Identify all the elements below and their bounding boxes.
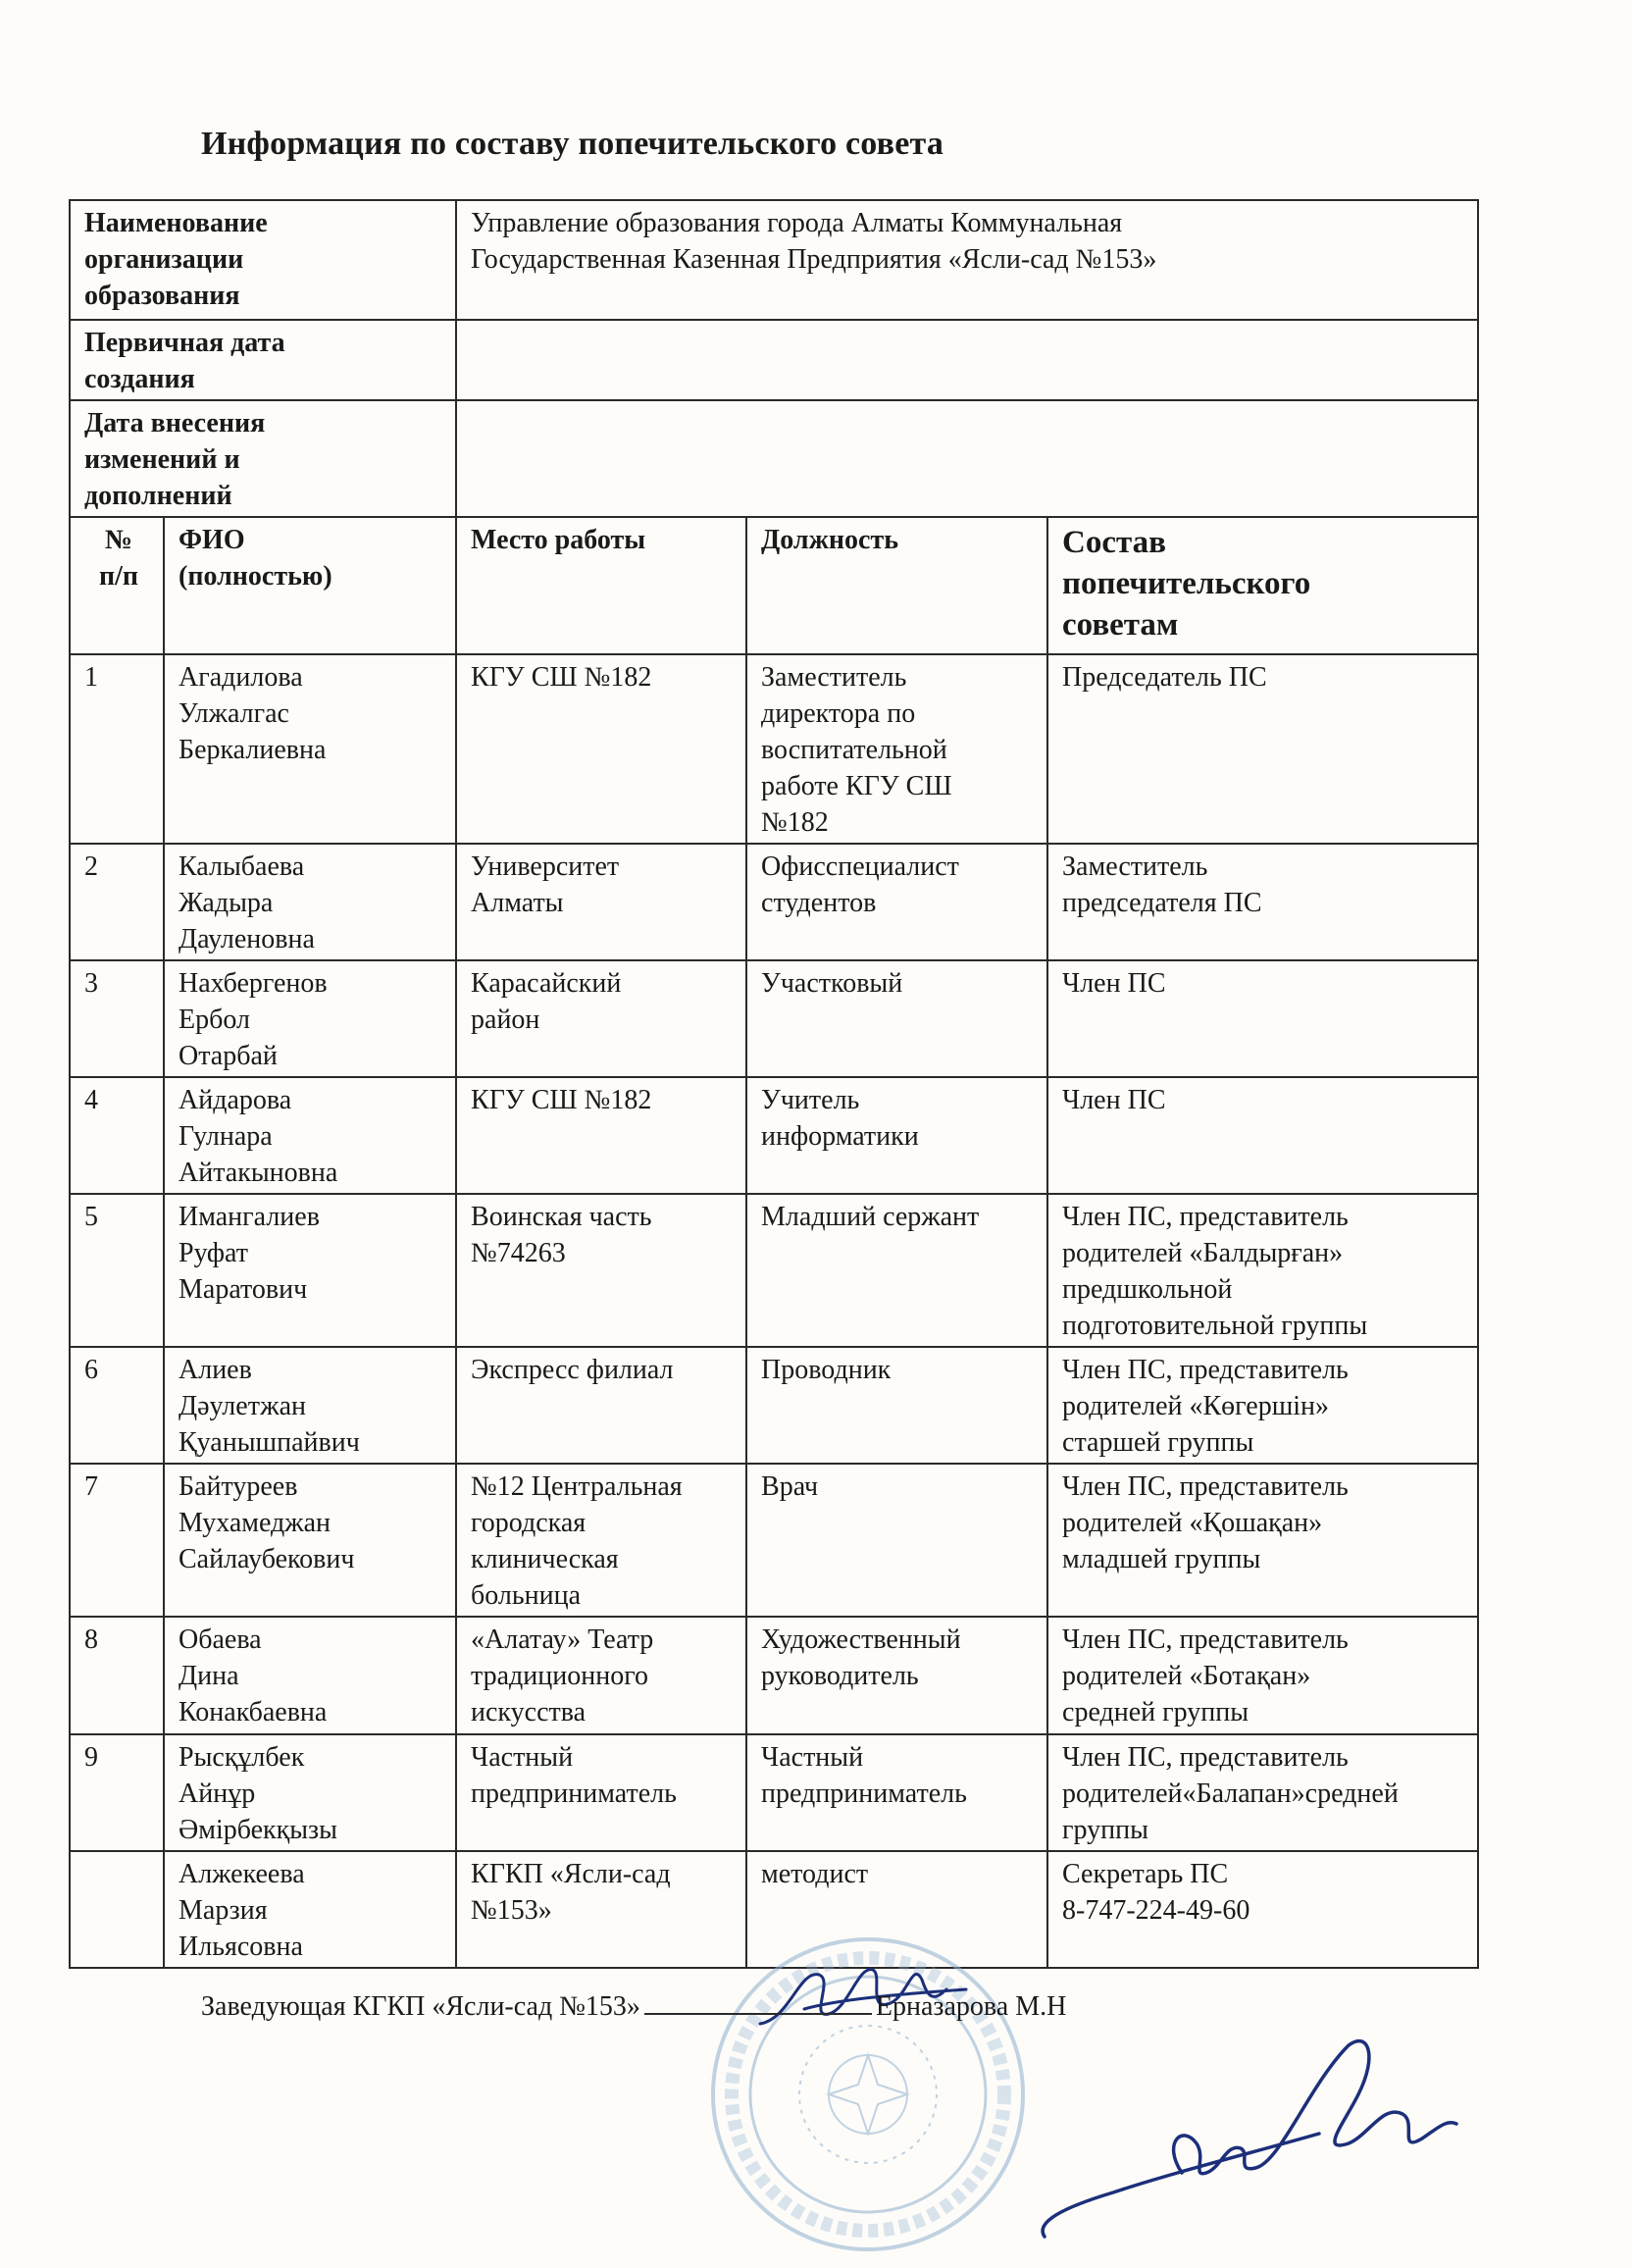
modified-row xyxy=(70,400,1478,517)
row-role: Член ПС, представитель родителей «Қошақан» младшей группы xyxy=(1047,1464,1478,1617)
row-work: КГКП «Ясли-сад №153» xyxy=(456,1851,746,1968)
table-row xyxy=(70,654,1478,844)
org-value: Управление образования города Алматы Коммунальная Государственная Казенная Предприятия «Ясли-сад №153» xyxy=(456,200,1478,320)
row-fio: Алжекеева Марзия Ильясовна xyxy=(164,1851,456,1968)
row-num: 3 xyxy=(70,960,164,1077)
row-position: Офисспециалист студентов xyxy=(746,844,1047,960)
council-table xyxy=(69,199,1479,1969)
row-num: 6 xyxy=(70,1347,164,1464)
org-label: Наименование организации образования xyxy=(70,200,456,320)
row-role: Член ПС, представитель родителей «Балдырған» предшкольной подготовительной группы xyxy=(1047,1194,1478,1347)
row-num: 5 xyxy=(70,1194,164,1347)
row-position: Младший сержант xyxy=(746,1194,1047,1347)
header-num: № п/п xyxy=(70,517,164,654)
row-fio: Калыбаева Жадыра Дауленовна xyxy=(164,844,456,960)
row-role: Председатель ПС xyxy=(1047,654,1478,844)
row-position: Учитель информатики xyxy=(746,1077,1047,1194)
table-row xyxy=(70,1734,1478,1851)
org-row xyxy=(70,200,1478,320)
header-role: Состав попечительского советам xyxy=(1047,517,1478,654)
row-work: №12 Центральная городская клиническая больница xyxy=(456,1464,746,1617)
row-num: 4 xyxy=(70,1077,164,1194)
row-role: Член ПС xyxy=(1047,1077,1478,1194)
row-num: 2 xyxy=(70,844,164,960)
footer-left-text: Заведующая КГКП «Ясли-сад №153» xyxy=(201,1991,640,2022)
row-role: Член ПС, представитель родителей«Балапан»средней группы xyxy=(1047,1734,1478,1851)
modified-value xyxy=(456,400,1478,517)
row-fio: Агадилова Улжалгас Беркалиевна xyxy=(164,654,456,844)
table-row xyxy=(70,960,1478,1077)
header-fio: ФИО (полностью) xyxy=(164,517,456,654)
row-num: 8 xyxy=(70,1617,164,1734)
row-num xyxy=(70,1851,164,1968)
row-position: Врач xyxy=(746,1464,1047,1617)
modified-label: Дата внесения изменений и дополнений xyxy=(70,400,456,517)
table-row xyxy=(70,1617,1478,1734)
row-fio: Обаева Дина Конакбаевна xyxy=(164,1617,456,1734)
row-num: 7 xyxy=(70,1464,164,1617)
row-position: Участковый xyxy=(746,960,1047,1077)
row-role: Член ПС, представитель родителей «Ботақан» средней группы xyxy=(1047,1617,1478,1734)
row-fio: Рысқұлбек Айнұр Әмірбекқызы xyxy=(164,1734,456,1851)
row-work: «Алатау» Театр традиционного искусства xyxy=(456,1617,746,1734)
row-position: Проводник xyxy=(746,1347,1047,1464)
row-work: Карасайский район xyxy=(456,960,746,1077)
table-row xyxy=(70,1347,1478,1464)
table-row xyxy=(70,1194,1478,1347)
row-role: Секретарь ПС 8-747-224-49-60 xyxy=(1047,1851,1478,1968)
table-row xyxy=(70,1464,1478,1617)
row-fio: Алиев Дәулетжан Қуанышпайвич xyxy=(164,1347,456,1464)
table-row xyxy=(70,1077,1478,1194)
row-work: Университет Алматы xyxy=(456,844,746,960)
row-fio: Байтуреев Мухамеджан Сайлаубекович xyxy=(164,1464,456,1617)
row-num: 9 xyxy=(70,1734,164,1851)
row-role: Член ПС, представитель родителей «Көгершін» старшей группы xyxy=(1047,1347,1478,1464)
page-title: Информация по составу попечительского совета xyxy=(201,126,944,162)
row-fio: Имангалиев Руфат Маратович xyxy=(164,1194,456,1347)
created-row xyxy=(70,320,1478,400)
footer-right-text: Ерназарова М.Н xyxy=(875,1991,1067,2022)
row-fio: Айдарова Гулнара Айтакыновна xyxy=(164,1077,456,1194)
row-work: Экспресс филиал xyxy=(456,1347,746,1464)
header-work: Место работы xyxy=(456,517,746,654)
row-position: методист xyxy=(746,1851,1047,1968)
row-work: Воинская часть №74263 xyxy=(456,1194,746,1347)
header-row xyxy=(70,517,1478,654)
row-fio: Нахбергенов Ербол Отарбай xyxy=(164,960,456,1077)
table-row xyxy=(70,844,1478,960)
signature-underline xyxy=(644,2013,872,2015)
row-work: КГУ СШ №182 xyxy=(456,654,746,844)
row-role: Заместитель председателя ПС xyxy=(1047,844,1478,960)
row-work: КГУ СШ №182 xyxy=(456,1077,746,1194)
row-num: 1 xyxy=(70,654,164,844)
created-label: Первичная дата создания xyxy=(70,320,456,400)
second-signature-icon xyxy=(1025,2026,1466,2251)
row-position: Художественный руководитель xyxy=(746,1617,1047,1734)
row-role: Член ПС xyxy=(1047,960,1478,1077)
row-position: Заместитель директора по воспитательной работе КГУ СШ №182 xyxy=(746,654,1047,844)
created-value xyxy=(456,320,1478,400)
footer-signature-line xyxy=(201,1991,1066,2023)
header-position: Должность xyxy=(746,517,1047,654)
row-position: Частный предприниматель xyxy=(746,1734,1047,1851)
row-work: Частный предприниматель xyxy=(456,1734,746,1851)
